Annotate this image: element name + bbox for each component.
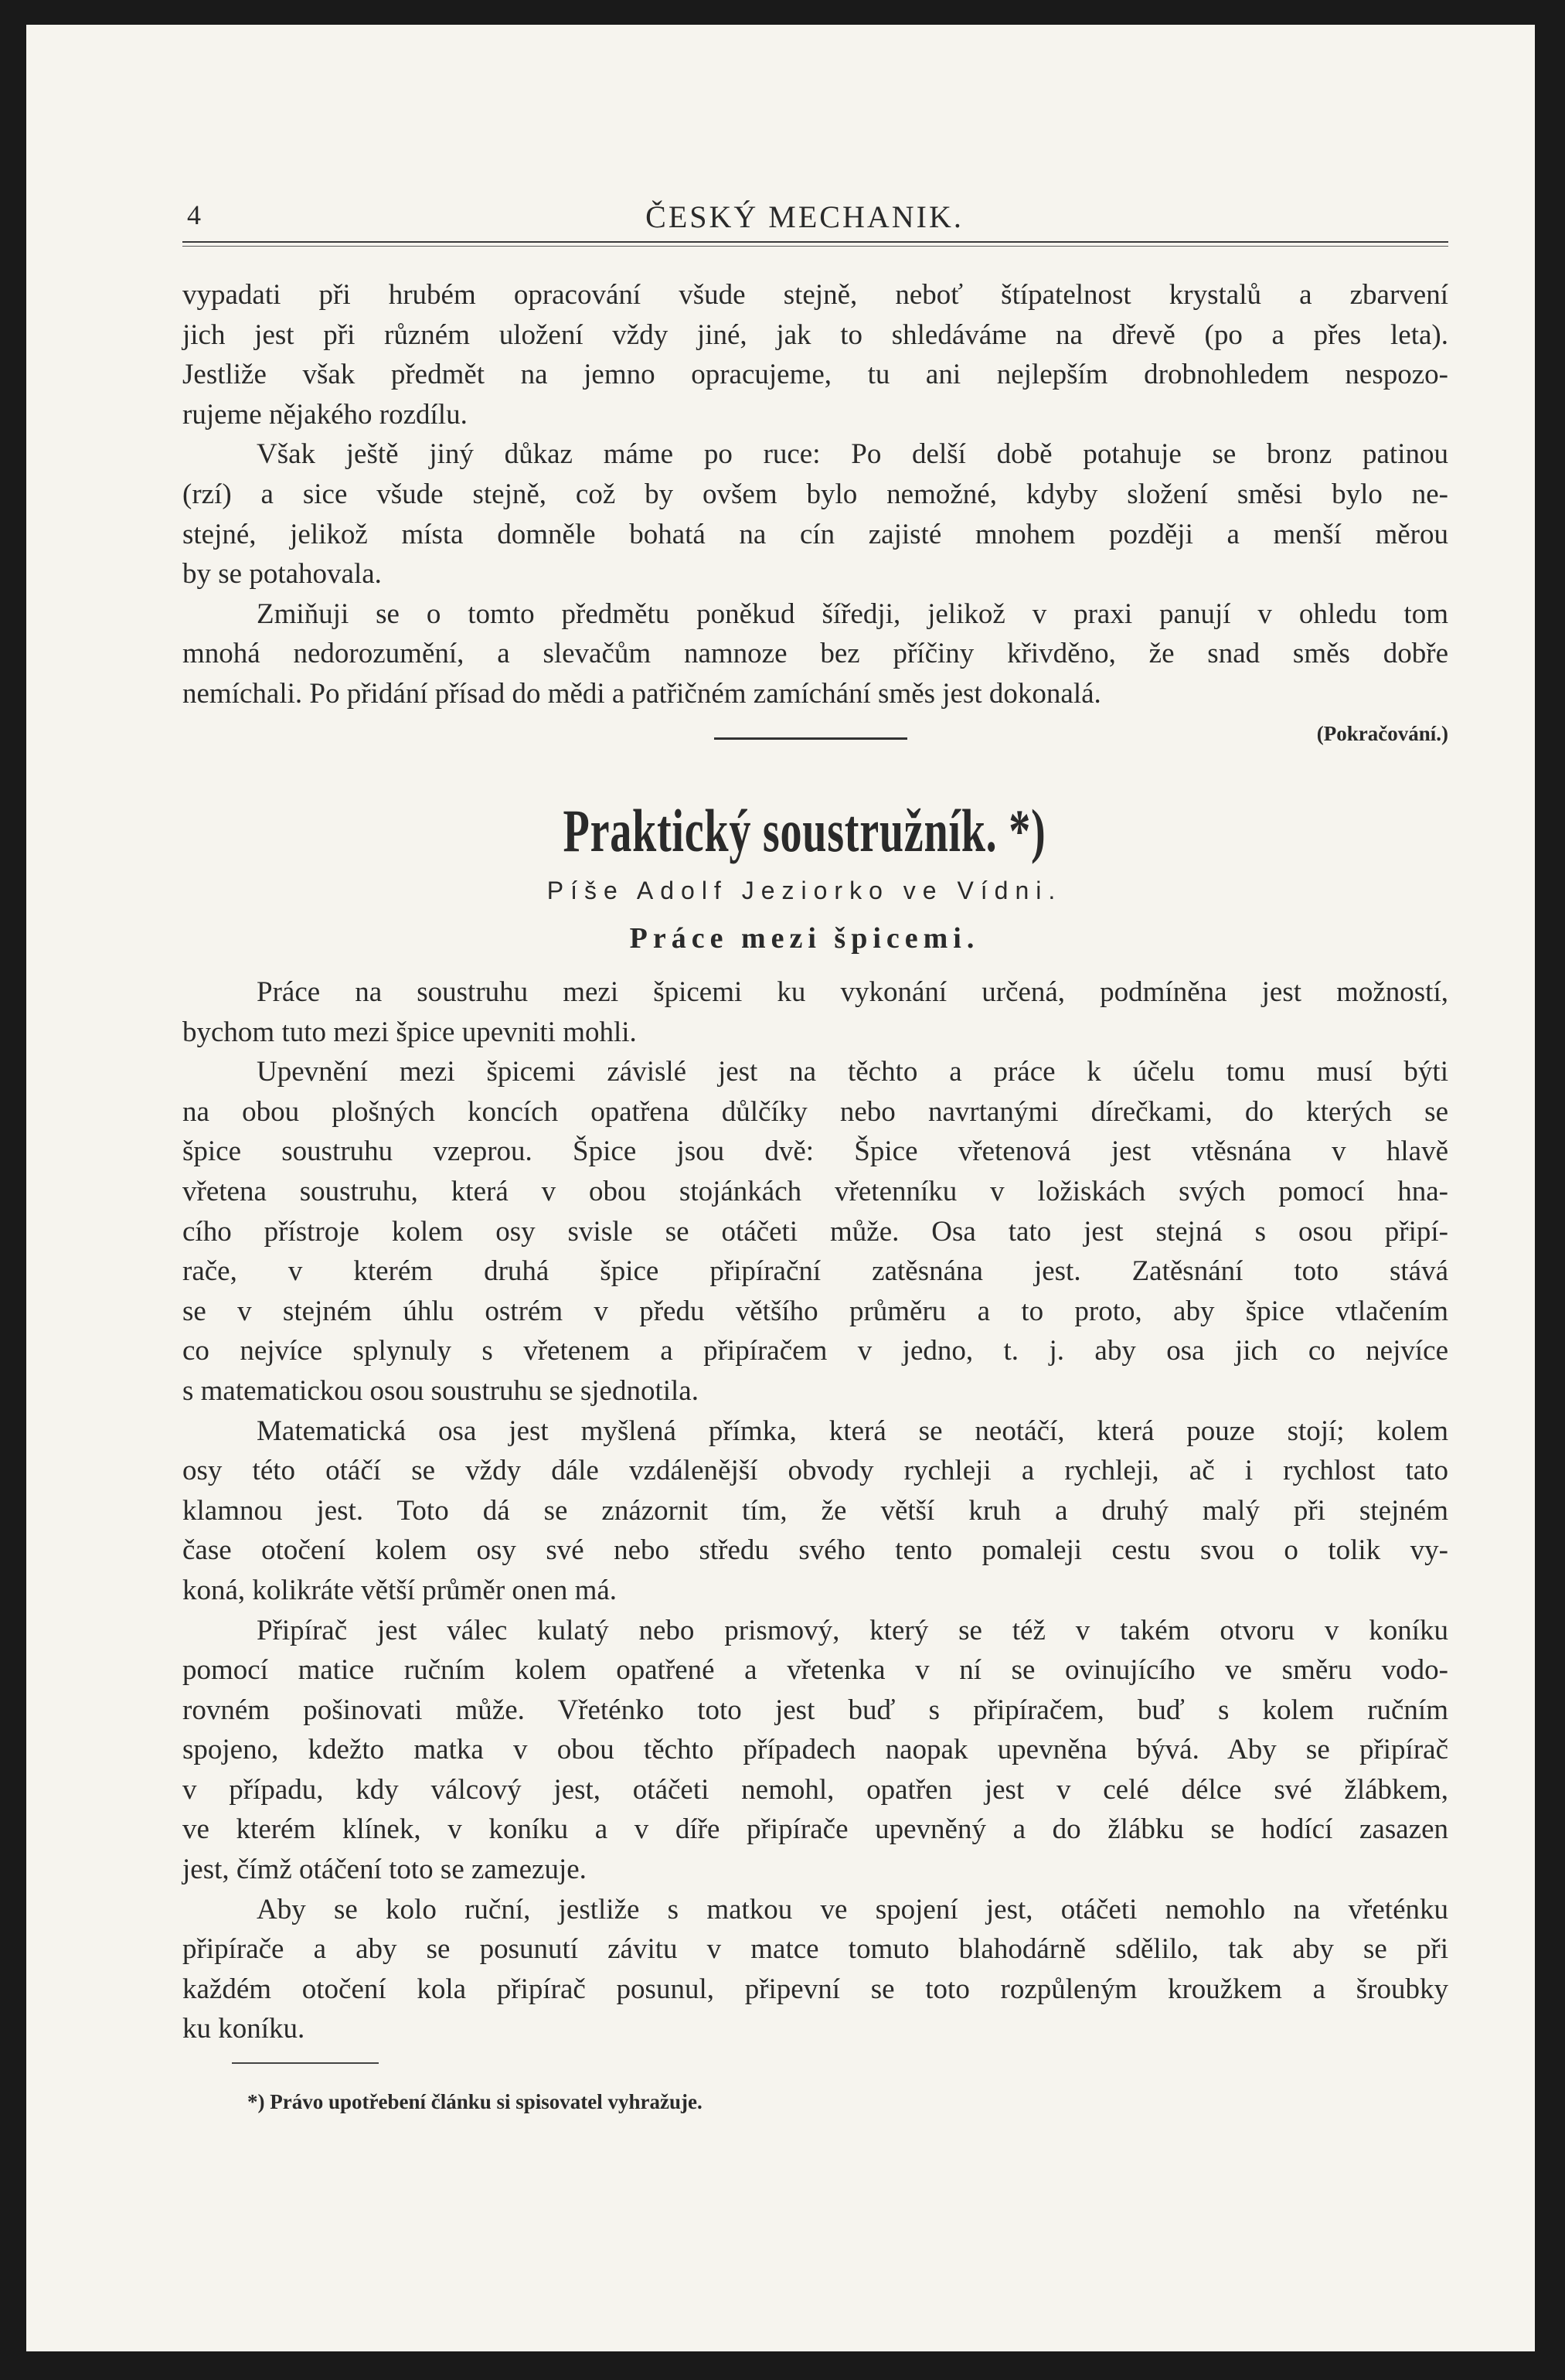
- text-line: rujeme nějakého rozdílu.: [182, 398, 468, 431]
- page-header: [161, 175, 1448, 237]
- continued-text: [182, 275, 1448, 754]
- text-line: co nejvíce splynuly s vřetenem a připíračem v jedno, t. j. aby osa jich co nejvíce: [182, 1335, 1448, 1367]
- text-line: ku koníku.: [182, 2013, 305, 2045]
- paragraph: [182, 1611, 1448, 1890]
- text-line: pomocí matice ručním kolem opatřené a vřetenka v ní se ovinujícího ve směru vodo-: [182, 1654, 1448, 1687]
- text-line: rovném pošinovati může. Vřeténko toto jest buď s připíračem, buď s kolem ručním: [182, 1694, 1448, 1726]
- text-line: se v stejném úhlu ostrém v předu většího průměru a to proto, aby špice vtlačením: [182, 1295, 1448, 1327]
- text-line: spojeno, kdežto matka v obou těchto případech naopak upevněna bývá. Aby se připírač: [182, 1734, 1448, 1766]
- text-line: klamnou jest. Toto dá se znázornit tím, že větší kruh a druhý malý při stejném: [182, 1494, 1448, 1527]
- text-line: Zmiňuji se o tomto předmětu poněkud šíředji, jelikož v praxi panují v ohledu tom: [257, 598, 1448, 630]
- text-line: Jestliže však předmět na jemno opracujeme, tu ani nejlepším drobnohledem nespozo-: [182, 359, 1448, 391]
- paragraph: [182, 972, 1448, 1052]
- paragraph: [182, 275, 1448, 434]
- article-subheading: Práce mezi špicemi.: [629, 922, 980, 955]
- text-line: Však ještě jiný důkaz máme po ruce: Po delší době potahuje se bronz patinou: [257, 438, 1448, 471]
- text-line: mnohá nedorozumění, a slevačům namnoze bez příčiny křivděno, že snad směs dobře: [182, 638, 1448, 670]
- text-line: čase otočení kolem osy své nebo středu svého tento pomaleji cestu svou o tolik vy-: [182, 1534, 1448, 1567]
- text-line: bychom tuto mezi špice upevniti mohli.: [182, 1016, 637, 1048]
- text-line: ve kterém klínek, v koníku a v díře připírače upevněný a do žlábku se hodící zasazen: [182, 1813, 1448, 1846]
- article-title: Praktický soustružník. *): [563, 797, 1046, 864]
- text-line: vypadati při hrubém opracování všude stejně, neboť štípatelnost krystalů a zbarvení: [182, 279, 1448, 311]
- footnote: *) Právo upotřebení článku si spisovatel vyhražuje.: [247, 2090, 703, 2113]
- text-line: jich jest při různém uložení vždy jiné, jak to shledáváme na dřevě (po a přes leta).: [182, 318, 1448, 351]
- text-line: cího přístroje kolem osy svisle se otáčeti může. Osa tato jest stejná s osou připí-: [182, 1215, 1448, 1248]
- text-line: Aby se kolo ruční, jestliže s matkou ve spojení jest, otáčeti nemohlo na vřeténku: [257, 1893, 1448, 1925]
- paragraph: [182, 594, 1448, 714]
- text-line: připírače a aby se posunutí závitu v matce tomuto blahodárně sdělilo, tak aby se při: [182, 1933, 1448, 1966]
- paragraph: [182, 1890, 1448, 2049]
- text-line: Matematická osa jest myšlená přímka, která se neotáčí, která pouze stojí; kolem: [257, 1415, 1448, 1447]
- article-byline: Píše Adolf Jeziorko ve Vídni.: [546, 877, 1063, 904]
- text-line: Práce na soustruhu mezi špicemi ku vykonání určená, podmíněna jest možností,: [257, 976, 1448, 1008]
- text-line: (rzí) a sice všude stejně, což by ovšem bylo nemožné, kdyby složení směsi bylo ne-: [182, 478, 1448, 510]
- text-line: Upevnění mezi špicemi závislé jest na těchto a práce k účelu tomu musí býti: [257, 1056, 1448, 1088]
- header-rule-thin: [182, 246, 1448, 247]
- text-line: s matematickou osou soustruhu se sjednotila.: [182, 1374, 699, 1407]
- paragraph: [182, 434, 1448, 594]
- section-separator: [714, 737, 907, 740]
- text-line: by se potahovala.: [182, 558, 382, 591]
- footnote-rule: [232, 2062, 379, 2064]
- article-body: [182, 972, 1448, 2049]
- text-line: rače, v kterém druhá špice připírační zatěsnána jest. Zatěsnání toto stává: [182, 1255, 1448, 1288]
- header-rule: [182, 241, 1448, 243]
- page-number: 4: [187, 199, 201, 230]
- text-line: vřetena soustruhu, která v obou stojánkách vřetenníku v ložiskách svých pomocí hna-: [182, 1175, 1448, 1207]
- text-line: osy této otáčí se vždy dále vzdálenější obvody rychleji a rychleji, ač i rychlost tato: [182, 1455, 1448, 1487]
- text-line: jest, čímž otáčení toto se zamezuje.: [182, 1854, 587, 1886]
- text-line: stejné, jelikož místa domněle bohatá na cín zajisté mnohem později a menší měrou: [182, 518, 1448, 550]
- text-line: každém otočení kola připírač posunul, připevní se toto rozpůleným kroužkem a šroubky: [182, 1973, 1448, 2005]
- paragraph: [182, 1052, 1448, 1411]
- continuation-note: (Pokračování.): [1316, 721, 1448, 745]
- running-title: ČESKÝ MECHANIK.: [645, 199, 964, 234]
- text-line: na obou plošných koncích opatřena důlčíky nebo navrtanými dírečkami, do kterých se: [182, 1095, 1448, 1128]
- text-line: špice soustruhu vzeprou. Špice jsou dvě: Špice vřetenová jest vtěsnána v hlavě: [182, 1136, 1448, 1168]
- text-line: nemíchali. Po přidání přísad do mědi a patřičném zamíchání směs jest dokonalá.: [182, 677, 1101, 710]
- text-line: Připírač jest válec kulatý nebo prismový, který se též v takém otvoru v koníku: [257, 1614, 1448, 1646]
- scanned-page: [26, 25, 1535, 2351]
- text-line: koná, kolikráte větší průměr onen má.: [182, 1574, 617, 1606]
- text-line: v případu, kdy válcový jest, otáčeti nemohl, opatřen jest v celé délce své žlábkem,: [182, 1773, 1448, 1806]
- paragraph: [182, 1411, 1448, 1611]
